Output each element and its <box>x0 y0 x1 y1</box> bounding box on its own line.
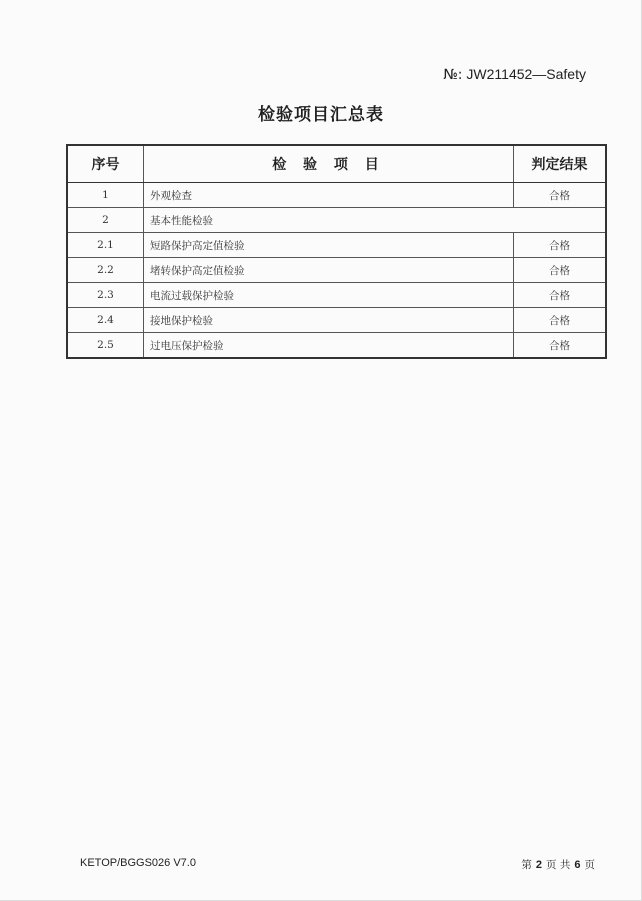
table-row <box>67 308 606 333</box>
row-item: 基本性能检验 <box>144 208 607 233</box>
row-no: 2.4 <box>67 308 144 333</box>
row-item: 外观检查 <box>144 183 514 208</box>
report-number-value: JW211452—Safety <box>466 66 586 82</box>
table-row <box>67 333 606 359</box>
table-header-row <box>67 145 606 183</box>
row-no: 2.1 <box>67 233 144 258</box>
row-no: 2.5 <box>67 333 144 359</box>
row-result: 合格 <box>514 333 607 359</box>
page-mid: 页 共 <box>546 859 571 871</box>
row-result: 合格 <box>514 308 607 333</box>
row-result: 合格 <box>514 183 607 208</box>
page-title: 检验项目汇总表 <box>258 105 384 125</box>
row-no: 2.2 <box>67 258 144 283</box>
row-no: 2 <box>67 208 144 233</box>
row-result: 合格 <box>514 233 607 258</box>
row-item: 电流过载保护检验 <box>144 283 514 308</box>
row-no: 2.3 <box>67 283 144 308</box>
report-number <box>443 66 586 83</box>
table-row <box>67 208 606 233</box>
page-suffix: 页 <box>584 859 595 871</box>
page-prefix: 第 <box>521 859 532 871</box>
table-row <box>67 258 606 283</box>
table-row <box>67 233 606 258</box>
report-number-label: №: <box>443 67 463 83</box>
row-item: 过电压保护检验 <box>144 333 514 359</box>
page-current: 2 <box>535 859 543 871</box>
page-total: 6 <box>574 859 581 871</box>
inspection-summary-table <box>66 144 607 359</box>
header-result: 判定结果 <box>514 145 607 183</box>
row-result: 合格 <box>514 283 607 308</box>
table-row <box>67 183 606 208</box>
header-item: 检 验 项 目 <box>144 145 514 183</box>
row-no: 1 <box>67 183 144 208</box>
page-indicator <box>521 857 595 872</box>
header-no: 序号 <box>67 145 144 183</box>
row-result: 合格 <box>514 258 607 283</box>
table-row <box>67 283 606 308</box>
row-item: 接地保护检验 <box>144 308 514 333</box>
document-code: KETOP/BGGS026 V7.0 <box>80 857 196 869</box>
row-item: 堵转保护高定值检验 <box>144 258 514 283</box>
row-item: 短路保护高定值检验 <box>144 233 514 258</box>
